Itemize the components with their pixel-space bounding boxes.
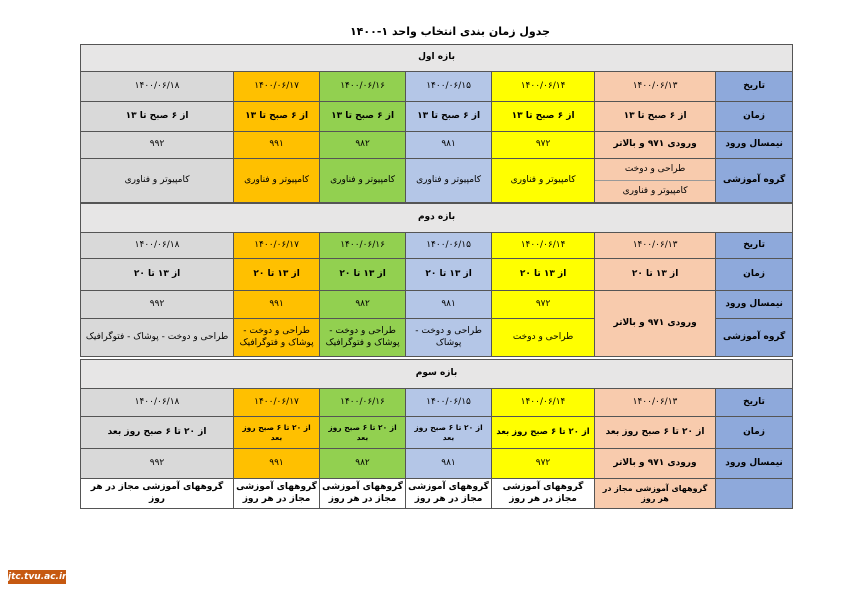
time-cell: از ۱۳ تا ۲۰: [234, 259, 320, 291]
date-cell: ۱۴۰۰/۰۶/۱۷: [234, 72, 320, 102]
time-cell: از ۲۰ تا ۶ صبح روز بعد: [492, 417, 595, 449]
row-label-date: تاریخ: [716, 72, 793, 102]
row-label-time: زمان: [716, 417, 793, 449]
group-cell: گروههای آموزشی مجاز در هر روز: [234, 479, 320, 509]
group-cell: گروههای آموزشی مجاز در هر روز: [492, 479, 595, 509]
period2-header: بازه دوم: [81, 204, 793, 233]
group-cell: طراحی و دوخت - پوشاک و فتوگرافیک: [234, 319, 320, 357]
row-label-group: گروه آموزشی: [716, 319, 793, 357]
row-label-group: گروه آموزشی: [716, 159, 793, 203]
time-cell: از ۶ صبح تا ۱۳: [81, 102, 234, 132]
semester-cell: ۹۹۱: [234, 449, 320, 479]
date-cell: ۱۴۰۰/۰۶/۱۴: [492, 389, 595, 417]
date-cell: ۱۴۰۰/۰۶/۱۴: [492, 72, 595, 102]
date-cell: ۱۴۰۰/۰۶/۱۵: [406, 389, 492, 417]
semester-cell: ۹۹۲: [81, 449, 234, 479]
date-cell: ۱۴۰۰/۰۶/۱۸: [81, 72, 234, 102]
group-cell: کامپیوتر و فناوری: [234, 159, 320, 203]
time-cell: از ۱۳ تا ۲۰: [492, 259, 595, 291]
group-cell: گروههای آموزشی مجاز در هر روز: [81, 479, 234, 509]
semester-cell: ورودی ۹۷۱ و بالاتر: [595, 449, 716, 479]
group-cell: طراحی و دوخت: [492, 319, 595, 357]
group-cell: کامپیوتر و فناوری: [81, 159, 234, 203]
time-cell: از ۲۰ تا ۶ صبح روز بعد: [320, 417, 406, 449]
period2-table: [80, 203, 793, 357]
time-cell: از ۲۰ تا ۶ صبح روز بعد: [234, 417, 320, 449]
date-cell: ۱۴۰۰/۰۶/۱۳: [595, 233, 716, 259]
semester-cell: ۹۸۲: [320, 291, 406, 319]
date-cell: ۱۴۰۰/۰۶/۱۶: [320, 389, 406, 417]
group-cell: کامپیوتر و فناوری: [492, 159, 595, 203]
row-label-semester: نیمسال ورود: [716, 291, 793, 319]
time-cell: از ۱۳ تا ۲۰: [595, 259, 716, 291]
semester-cell: ۹۸۲: [320, 449, 406, 479]
group-line: طراحی و دوخت: [595, 159, 715, 181]
document-title: جدول زمان بندی انتخاب واحد ۱-۱۴۰۰: [349, 25, 551, 38]
group-cell: طراحی و دوخت - پوشاک و فتوگرافیک: [320, 319, 406, 357]
date-cell: ۱۴۰۰/۰۶/۱۷: [234, 389, 320, 417]
date-cell: ۱۴۰۰/۰۶/۱۷: [234, 233, 320, 259]
row-label-date: تاریخ: [716, 389, 793, 417]
semester-cell: ۹۸۲: [320, 132, 406, 159]
semester-cell: ۹۹۱: [234, 291, 320, 319]
date-cell: ۱۴۰۰/۰۶/۱۸: [81, 233, 234, 259]
date-cell: ۱۴۰۰/۰۶/۱۶: [320, 72, 406, 102]
row-label-date: تاریخ: [716, 233, 793, 259]
semester-cell: ورودی ۹۷۱ و بالاتر: [595, 291, 716, 357]
group-cell: گروههای آموزشی مجاز در هر روز: [595, 479, 716, 509]
time-cell: از ۱۳ تا ۲۰: [406, 259, 492, 291]
group-cell: گروههای آموزشی مجاز در هر روز: [406, 479, 492, 509]
date-cell: ۱۴۰۰/۰۶/۱۳: [595, 72, 716, 102]
date-cell: ۱۴۰۰/۰۶/۱۳: [595, 389, 716, 417]
group-cell: گروههای آموزشی مجاز در هر روز: [320, 479, 406, 509]
date-cell: ۱۴۰۰/۰۶/۱۸: [81, 389, 234, 417]
row-label-semester: نیمسال ورود: [716, 132, 793, 159]
group-cell: کامپیوتر و فناوری: [406, 159, 492, 203]
semester-cell: ۹۸۱: [406, 291, 492, 319]
date-cell: ۱۴۰۰/۰۶/۱۵: [406, 233, 492, 259]
row-label-semester: نیمسال ورود: [716, 449, 793, 479]
time-cell: از ۶ صبح تا ۱۳: [320, 102, 406, 132]
time-cell: از ۲۰ تا ۶ صبح روز بعد: [595, 417, 716, 449]
group-cell: کامپیوتر و فناوری: [320, 159, 406, 203]
date-cell: ۱۴۰۰/۰۶/۱۴: [492, 233, 595, 259]
semester-cell: ۹۹۲: [81, 291, 234, 319]
semester-cell: ۹۷۲: [492, 449, 595, 479]
date-cell: ۱۴۰۰/۰۶/۱۵: [406, 72, 492, 102]
period3-header: بازه سوم: [81, 360, 793, 389]
period1-table: [80, 44, 793, 203]
row-label-time: زمان: [716, 259, 793, 291]
time-cell: از ۶ صبح تا ۱۳: [234, 102, 320, 132]
time-cell: از ۱۳ تا ۲۰: [320, 259, 406, 291]
time-cell: از ۶ صبح تا ۱۳: [595, 102, 716, 132]
date-cell: ۱۴۰۰/۰۶/۱۶: [320, 233, 406, 259]
row-label-time: زمان: [716, 102, 793, 132]
group-line: کامپیوتر و فناوری: [622, 186, 688, 196]
period1-header: بازه اول: [81, 45, 793, 72]
time-cell: از ۶ صبح تا ۱۳: [406, 102, 492, 132]
semester-cell: ۹۸۱: [406, 449, 492, 479]
semester-cell: ۹۹۱: [234, 132, 320, 159]
group-cell: طراحی و دوخت - پوشاک: [406, 319, 492, 357]
semester-cell: ۹۷۲: [492, 291, 595, 319]
semester-cell: ۹۸۱: [406, 132, 492, 159]
semester-cell: ورودی ۹۷۱ و بالاتر: [595, 132, 716, 159]
time-cell: از ۲۰ تا ۶ صبح روز بعد: [406, 417, 492, 449]
semester-cell: ۹۷۲: [492, 132, 595, 159]
group-cell: [595, 159, 716, 203]
site-url-footer[interactable]: jtc.tvu.ac.ir: [8, 572, 67, 582]
period3-table: [80, 359, 793, 509]
group-cell: طراحی و دوخت - پوشاک - فتوگرافیک: [81, 319, 234, 357]
row-label-empty: [716, 479, 793, 509]
semester-cell: ۹۹۲: [81, 132, 234, 159]
time-cell: از ۱۳ تا ۲۰: [81, 259, 234, 291]
time-cell: از ۲۰ تا ۶ صبح روز بعد: [81, 417, 234, 449]
time-cell: از ۶ صبح تا ۱۳: [492, 102, 595, 132]
